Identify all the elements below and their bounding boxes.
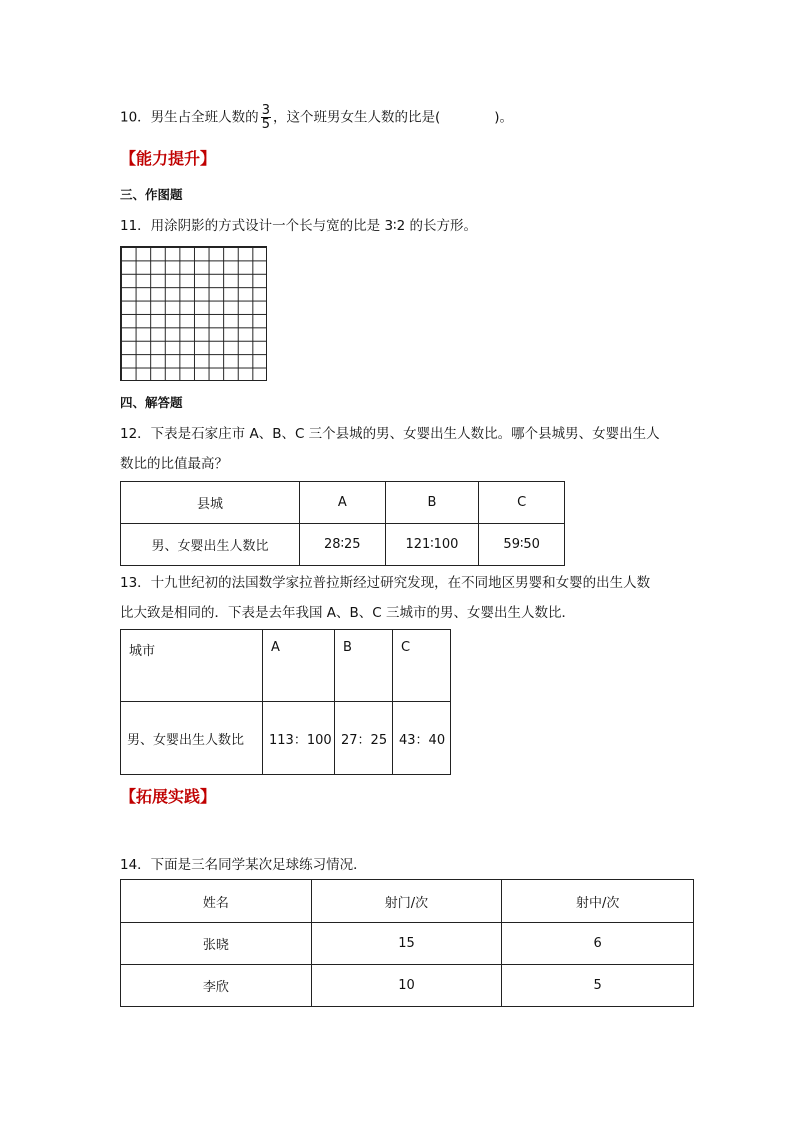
table-cell: 城市 — [121, 630, 263, 702]
table-cell: 李欣 — [121, 965, 312, 1007]
question-14: 14．下面是三名同学某次足球练习情况． — [120, 857, 367, 873]
table-row — [121, 702, 451, 775]
table-cell: B — [335, 630, 393, 702]
table-cell: 15 — [311, 923, 502, 965]
table-cell: C — [479, 482, 565, 524]
table-row — [121, 524, 565, 566]
table-cell: 姓名 — [121, 880, 312, 923]
fraction-denominator: 5 — [261, 117, 270, 132]
table-cell: 6 — [502, 923, 694, 965]
table-cell: A — [263, 630, 335, 702]
table-cell: A — [299, 482, 385, 524]
table-cell: 张晓 — [121, 923, 312, 965]
fraction-numerator: 3 — [261, 103, 270, 118]
county-ratio-table — [120, 481, 565, 566]
table-cell: 43：40 — [393, 702, 451, 775]
table-cell: C — [393, 630, 451, 702]
table-row — [121, 965, 694, 1007]
table-cell: 27：25 — [335, 702, 393, 775]
table-cell: 28∶25 — [299, 524, 385, 566]
table-cell: 10 — [311, 965, 502, 1007]
question-12-line-1: 12．下表是石家庄市 A、B、C 三个县城的男、女婴出生人数比。哪个县城男、女婴出生人 — [120, 426, 660, 442]
table-cell: 113：100 — [263, 702, 335, 775]
table-cell: 射中/次 — [502, 880, 694, 923]
question-13-line-2: 比大致是相同的．下表是去年我国 A、B、C 三城市的男、女婴出生人数比． — [120, 605, 576, 621]
question-10 — [120, 104, 513, 131]
football-practice-table — [120, 879, 694, 1007]
table-cell: 121∶100 — [385, 524, 479, 566]
table-cell: 射门/次 — [311, 880, 502, 923]
question-13-line-1: 13．十九世纪初的法国数学家拉普拉斯经过研究发现，在不同地区男婴和女婴的出生人数 — [120, 575, 651, 591]
table-header-row — [121, 880, 694, 923]
table-cell: B — [385, 482, 479, 524]
table-cell: 县城 — [121, 482, 300, 524]
section-title-ability: 【能力提升】 — [120, 149, 217, 168]
table-cell: 59∶50 — [479, 524, 565, 566]
table-cell: 男、女婴出生人数比 — [121, 524, 300, 566]
table-header-row — [121, 630, 451, 702]
question-12-line-2: 数比的比值最高？ — [120, 456, 228, 472]
fraction-three-fifths — [261, 104, 271, 131]
question-10-text-end: ，这个班男女生人数的比是( )。 — [272, 109, 514, 126]
table-cell: 5 — [502, 965, 694, 1007]
table-header-row — [121, 482, 565, 524]
table-cell: 男、女婴出生人数比 — [121, 702, 263, 775]
part-three-heading: 三、作图题 — [120, 187, 183, 202]
section-title-extension: 【拓展实践】 — [120, 787, 217, 806]
part-four-heading: 四、解答题 — [120, 395, 183, 410]
drawing-grid[interactable] — [120, 246, 267, 381]
city-ratio-table — [120, 629, 451, 775]
question-10-text-start: 10．男生占全班人数的 — [120, 109, 259, 126]
question-11: 11．用涂阴影的方式设计一个长与宽的比是 3∶2 的长方形。 — [120, 218, 477, 234]
table-row — [121, 923, 694, 965]
